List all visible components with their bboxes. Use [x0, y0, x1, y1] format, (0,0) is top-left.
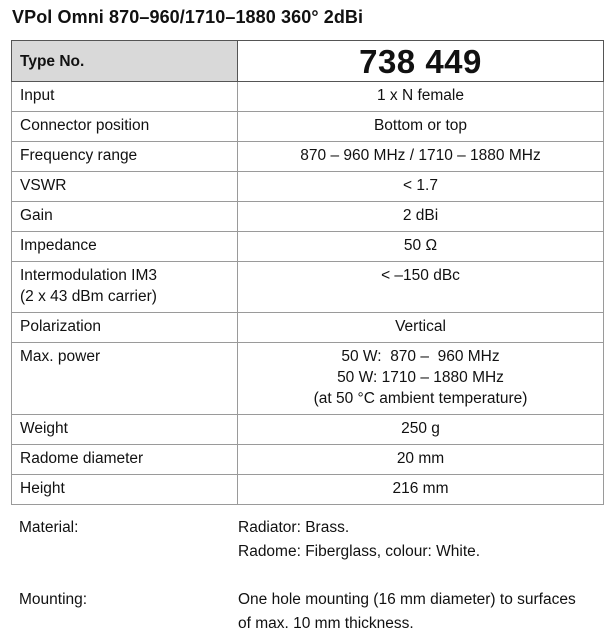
spec-label: Height	[12, 475, 238, 505]
spec-value: Vertical	[238, 313, 604, 343]
spec-label: Weight	[12, 415, 238, 445]
spec-label: Frequency range	[12, 142, 238, 172]
spec-row-gain	[12, 202, 604, 232]
spec-row-radome-diameter	[12, 445, 604, 475]
spec-value: Bottom or top	[238, 112, 604, 142]
spec-row-frequency-range	[12, 142, 604, 172]
spec-row-height	[12, 475, 604, 505]
spec-value: 250 g	[238, 415, 604, 445]
spec-label: Intermodulation IM3 (2 x 43 dBm carrier)	[12, 262, 238, 313]
material-text: Radiator: Brass. Radome: Fiberglass, colour: White.	[238, 519, 481, 560]
spec-value: 216 mm	[238, 475, 604, 505]
spec-label: Polarization	[12, 313, 238, 343]
spec-table	[11, 40, 604, 505]
spec-row-intermodulation	[12, 262, 604, 313]
spec-value: 50 W: 870 – 960 MHz 50 W: 1710 – 1880 MHz (at 50 °C ambient temperature)	[238, 343, 604, 415]
spec-label: Gain	[12, 202, 238, 232]
spec-label: Impedance	[12, 232, 238, 262]
spec-row-max-power	[12, 343, 604, 415]
spec-row-polarization	[12, 313, 604, 343]
spec-label: VSWR	[12, 172, 238, 202]
spec-value: 1 x N female	[238, 82, 604, 112]
spec-row-weight	[12, 415, 604, 445]
material-label: Material:	[19, 519, 79, 536]
page-title: VPol Omni 870–960/1710–1880 360° 2dBi	[12, 7, 364, 27]
spec-label: Connector position	[12, 112, 238, 142]
type-number-label: Type No.	[12, 41, 238, 82]
spec-value: < –150 dBc	[238, 262, 604, 313]
spec-row-impedance	[12, 232, 604, 262]
spec-row-connector-position	[12, 112, 604, 142]
spec-row-vswr	[12, 172, 604, 202]
spec-value: 2 dBi	[238, 202, 604, 232]
mounting-label: Mounting:	[19, 591, 88, 608]
spec-value: 50 Ω	[238, 232, 604, 262]
spec-value: 20 mm	[238, 445, 604, 475]
spec-value: 870 – 960 MHz / 1710 – 1880 MHz	[238, 142, 604, 172]
type-number-value: 738 449	[238, 41, 604, 82]
spec-row-input	[12, 82, 604, 112]
type-number-row	[12, 41, 604, 82]
mounting-text: One hole mounting (16 mm diameter) to surfaces of max. 10 mm thickness.	[238, 591, 576, 632]
spec-label: Radome diameter	[12, 445, 238, 475]
spec-label: Max. power	[12, 343, 238, 415]
spec-label: Input	[12, 82, 238, 112]
spec-value: < 1.7	[238, 172, 604, 202]
